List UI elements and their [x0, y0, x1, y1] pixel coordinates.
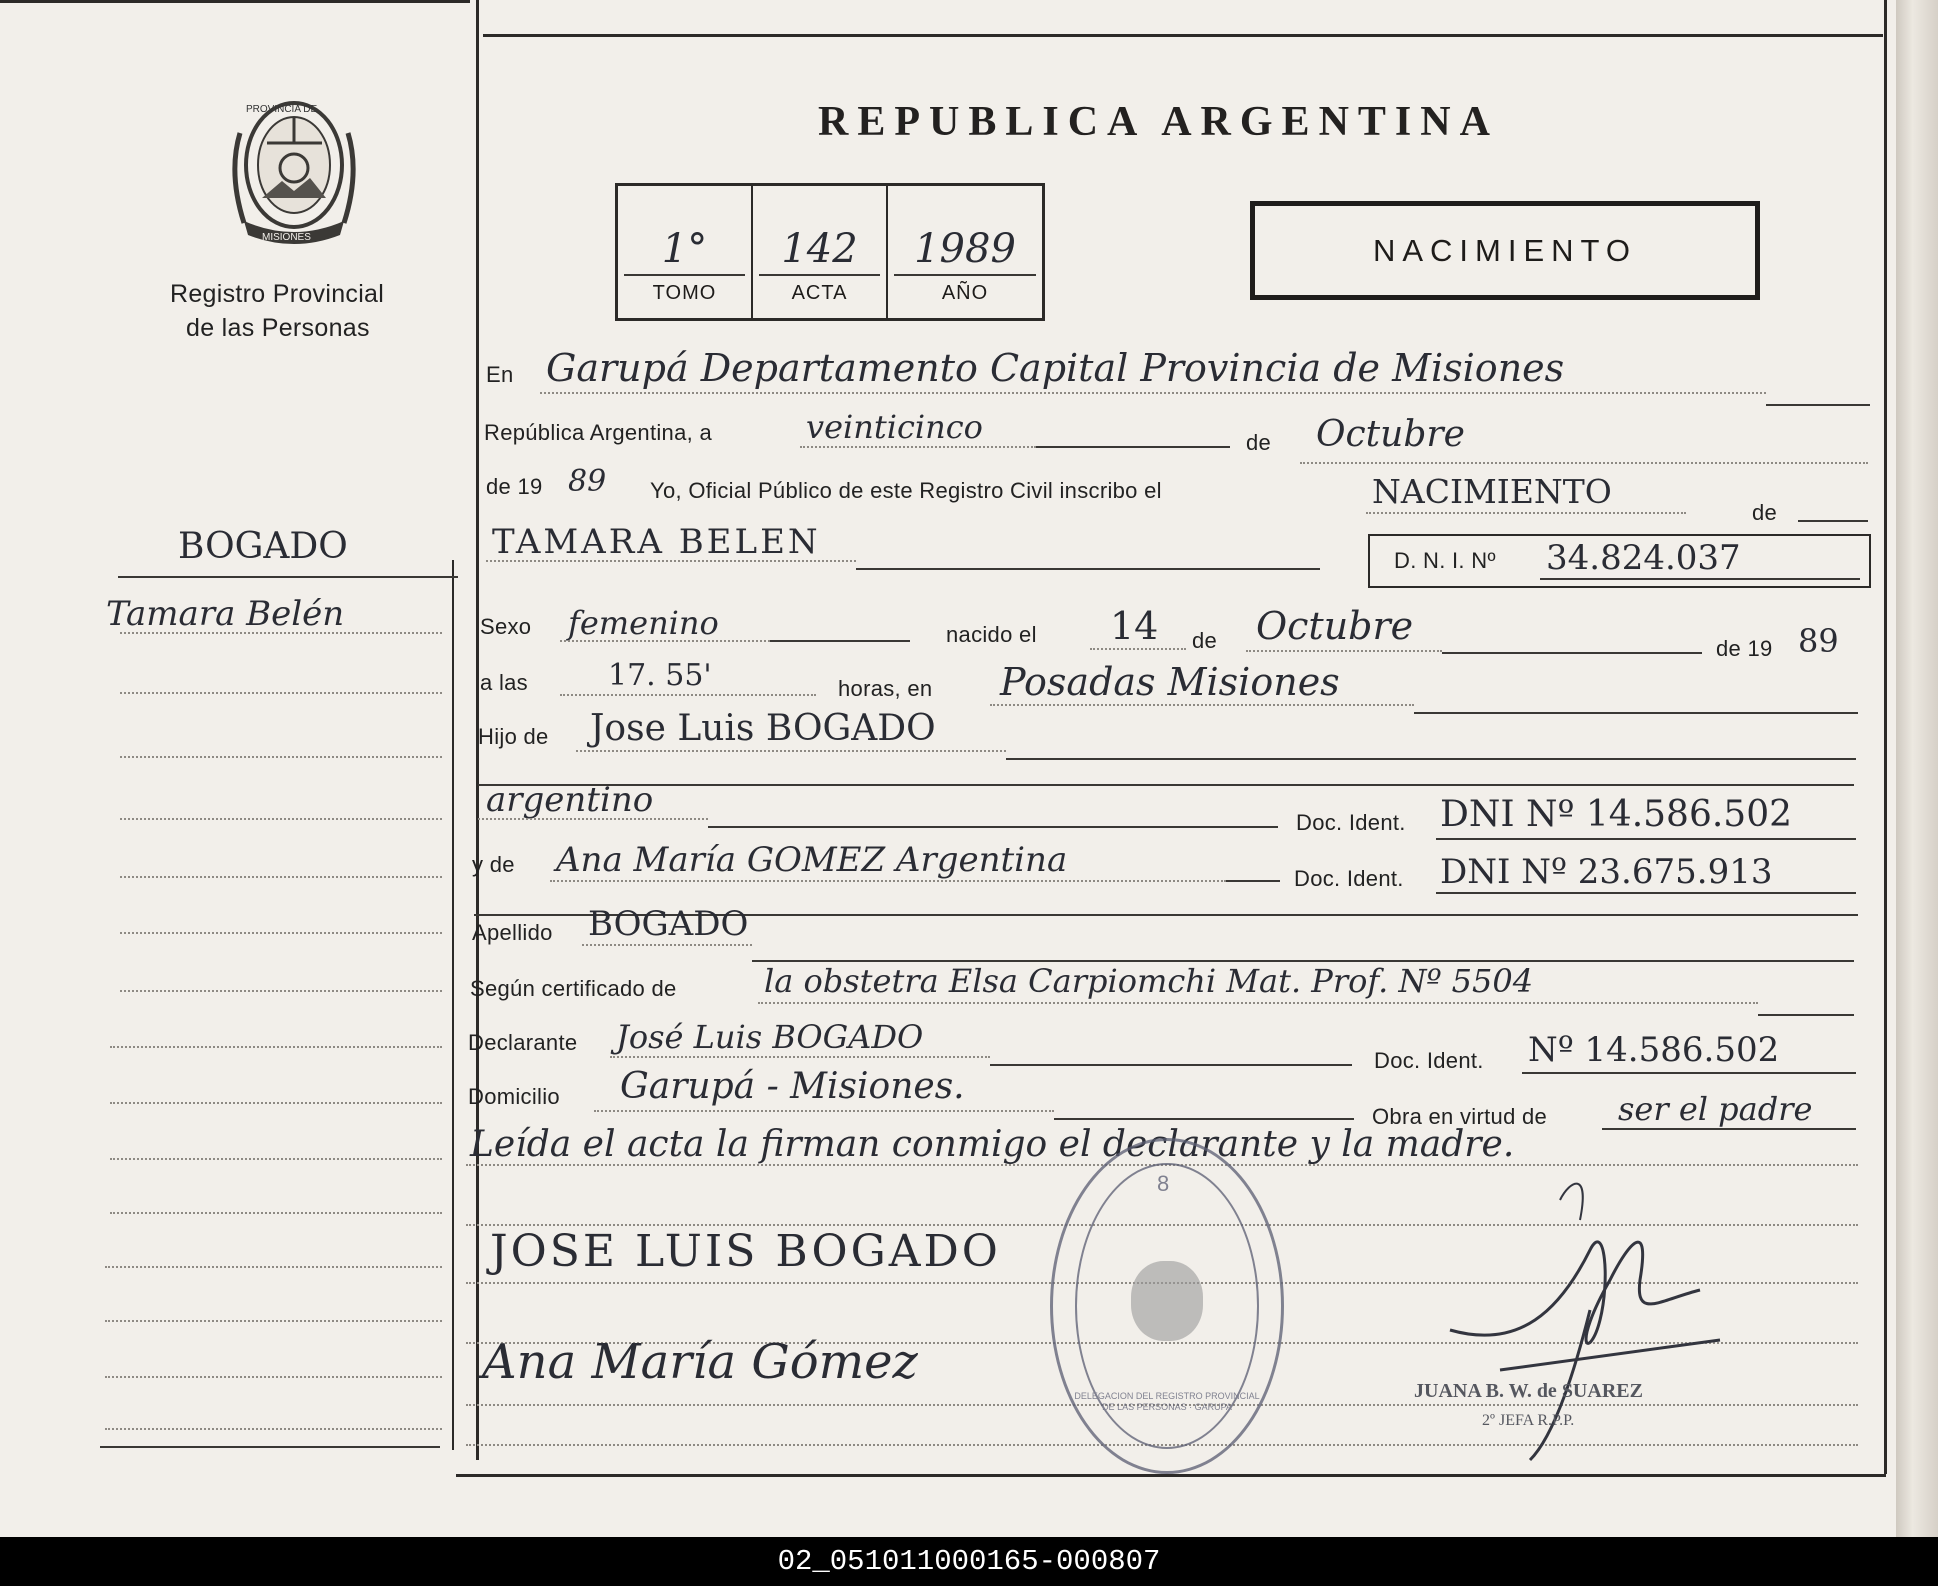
de-label: de [1246, 430, 1272, 455]
birth-year-label: de 19 [1716, 636, 1773, 661]
top-left-border [0, 0, 470, 3]
sidebar-line [110, 1212, 442, 1214]
de-label-2: de [1752, 500, 1778, 525]
father-nationality-line-end [708, 826, 1278, 828]
birth-time-line [560, 694, 816, 696]
month-value: Octubre [1316, 414, 1465, 455]
tomo-underline [624, 274, 745, 276]
sidebar-line [120, 632, 442, 634]
person-name-line-end [856, 568, 1320, 570]
hijo-label: Hijo de [478, 724, 549, 749]
place-value: Garupá Departamento Capital Provincia de Misiones [546, 346, 1565, 390]
ano-cell [888, 186, 1042, 318]
mother-name-line-end [1226, 880, 1280, 882]
sidebar-line [120, 692, 442, 694]
person-name-value: TAMARA BELEN [492, 522, 821, 562]
registry-seal-stamp [1050, 1138, 1284, 1474]
tomo-cell [618, 186, 751, 318]
declarante-doc-value: Nº 14.586.502 [1528, 1030, 1780, 1070]
event-value: NACIMIENTO [1372, 472, 1612, 511]
sidebar-line [105, 1376, 442, 1378]
en-label: En [486, 362, 514, 387]
person-name-line [486, 560, 856, 562]
leida-text: Leída el acta la firman conmigo el declarante y la madre. [470, 1124, 1515, 1165]
birth-place-line [990, 704, 1414, 706]
day-text-line [800, 446, 1036, 448]
declarante-value: José Luis BOGADO [616, 1018, 924, 1056]
apellido-value: BOGADO [588, 904, 749, 944]
nacido-label: nacido el [946, 622, 1037, 647]
place-line-end [1766, 404, 1870, 406]
mother-doc-value: DNI Nº 23.675.913 [1440, 852, 1773, 892]
document-title: REPUBLICA ARGENTINA [818, 99, 1499, 145]
dni-label: D. N. I. Nº [1394, 548, 1496, 573]
declarante-doc-line [1522, 1072, 1856, 1074]
father-nationality-line [478, 818, 708, 820]
birth-day-value: 14 [1110, 604, 1159, 648]
top-border [483, 34, 1883, 37]
ano-value: 1989 [914, 226, 1016, 272]
father-name-line [576, 750, 1006, 752]
coat-bottom-text: MISIONES [262, 232, 311, 243]
org-name-line2: de las Personas [186, 314, 370, 342]
sidebar-line [120, 818, 442, 820]
declarante-label: Declarante [468, 1030, 578, 1055]
declarante-line [610, 1056, 990, 1058]
declarante-doc-label: Doc. Ident. [1374, 1048, 1484, 1073]
sidebar-given-names: Tamara Belén [106, 594, 345, 634]
official-signature-icon [1440, 1160, 1740, 1480]
ano-underline [894, 274, 1036, 276]
sidebar-line [105, 1428, 442, 1430]
year-suffix-value: 89 [568, 464, 607, 499]
domicilio-line-end [1054, 1118, 1354, 1120]
official-title: 2º JEFA R.P.P. [1482, 1412, 1575, 1429]
sexo-line-end [770, 640, 910, 642]
sidebar-bottom-line [100, 1446, 440, 1448]
sidebar-line [120, 876, 442, 878]
birth-time-value: 17. 55' [608, 658, 712, 693]
sidebar-line [105, 1320, 442, 1322]
tomo-value: 1° [661, 226, 708, 272]
obra-label: Obra en virtud de [1372, 1104, 1548, 1129]
obra-line [1602, 1128, 1856, 1130]
signature-mother: Ana María Gómez [482, 1334, 918, 1390]
dni-value: 34.824.037 [1546, 538, 1741, 578]
ano-label: AÑO [941, 282, 989, 304]
record-type-box: NACIMIENTO [1250, 201, 1760, 300]
birth-day-line [1090, 648, 1186, 650]
birth-year-suffix: 89 [1798, 622, 1839, 660]
republica-label: República Argentina, a [484, 420, 712, 445]
father-name-value: Jose Luis BOGADO [590, 708, 936, 749]
image-id: 02_051011000165-000807 [777, 1545, 1161, 1578]
org-name-line1: Registro Provincial [170, 280, 385, 308]
acta-cell [753, 186, 886, 318]
book-page-edge [1896, 0, 1938, 1537]
father-nationality-value: argentino [486, 780, 654, 820]
father-name-line-end [1006, 758, 1856, 760]
place-line [540, 392, 1766, 394]
month-line [1300, 462, 1868, 464]
acta-value: 142 [781, 226, 858, 272]
apellido-label: Apellido [472, 920, 553, 945]
sidebar-line [120, 932, 442, 934]
certificado-line [758, 1002, 1758, 1004]
obra-value: ser el padre [1618, 1090, 1813, 1128]
image-id-bar [0, 1537, 1938, 1586]
coat-top-text: PROVINCIA DE [246, 104, 318, 115]
mother-name-value: Ana María GOMEZ Argentina [556, 840, 1068, 880]
certificado-label: Según certificado de [470, 976, 677, 1001]
sexo-line [560, 640, 770, 642]
sexo-label: Sexo [480, 614, 532, 639]
domicilio-value: Garupá - Misiones. [620, 1066, 965, 1107]
birth-month-line [1246, 650, 1442, 652]
coat-of-arms-icon [222, 93, 367, 248]
sidebar-line [120, 756, 442, 758]
tomo-label: TOMO [652, 282, 717, 304]
birth-month-line-end [1442, 652, 1702, 654]
birth-month-value: Octubre [1256, 604, 1414, 648]
declarante-line-end [990, 1064, 1352, 1066]
sidebar-line [120, 990, 442, 992]
seal-emblem [1131, 1261, 1203, 1341]
birth-place-line-end [1414, 712, 1858, 714]
apellido-line [582, 944, 752, 946]
sidebar-line [110, 1102, 442, 1104]
father-extra-line [478, 784, 1854, 786]
day-text-value: veinticinco [806, 408, 983, 446]
sidebar-surname: BOGADO [178, 526, 348, 567]
domicilio-line [594, 1110, 1054, 1112]
mother-doc-label: Doc. Ident. [1294, 866, 1404, 891]
dni-line [1540, 578, 1860, 580]
birth-de-label: de [1192, 628, 1218, 653]
event-line [1366, 512, 1686, 514]
mother-name-line [550, 880, 1226, 882]
father-doc-line [1436, 838, 1856, 840]
domicilio-label: Domicilio [468, 1084, 560, 1109]
year-prefix-label: de 19 [486, 474, 543, 499]
certificado-line-end [1758, 1014, 1854, 1016]
seal-text: DELEGACION DEL REGISTRO PROVINCIAL DE LAS PERSONAS · GARUPA [1074, 1391, 1260, 1412]
yde-label: y de [472, 852, 515, 877]
sexo-value: femenino [568, 604, 719, 642]
official-name: JUANA B. W. de SUAREZ [1414, 1380, 1643, 1402]
sidebar-line [110, 1158, 442, 1160]
acta-label: ACTA [791, 282, 848, 304]
seal-number: 8 [1157, 1171, 1170, 1196]
dni-box [1368, 534, 1871, 588]
sidebar-line [105, 1266, 442, 1268]
sidebar-right-rule [452, 560, 454, 1450]
acta-underline [759, 274, 880, 276]
day-text-line-end [1036, 446, 1230, 448]
signature-father: JOSE LUIS BOGADO [490, 1226, 1001, 1277]
sidebar-line [110, 1046, 442, 1048]
alas-label: a las [480, 670, 528, 695]
registry-number-box [615, 183, 1045, 321]
birth-place-value: Posadas Misiones [1000, 660, 1340, 704]
de-line-end [1798, 520, 1868, 522]
certificado-value: la obstetra Elsa Carpiomchi Mat. Prof. Nº 5504 [764, 962, 1534, 1000]
father-doc-label: Doc. Ident. [1296, 810, 1406, 835]
horas-label: horas, en [838, 676, 933, 701]
mother-doc-line [1436, 892, 1856, 894]
father-doc-value: DNI Nº 14.586.502 [1440, 794, 1793, 835]
sidebar-surname-line [118, 576, 458, 578]
right-border [1884, 0, 1887, 1474]
oficial-text: Yo, Oficial Público de este Registro Civil inscribo el [650, 478, 1162, 503]
